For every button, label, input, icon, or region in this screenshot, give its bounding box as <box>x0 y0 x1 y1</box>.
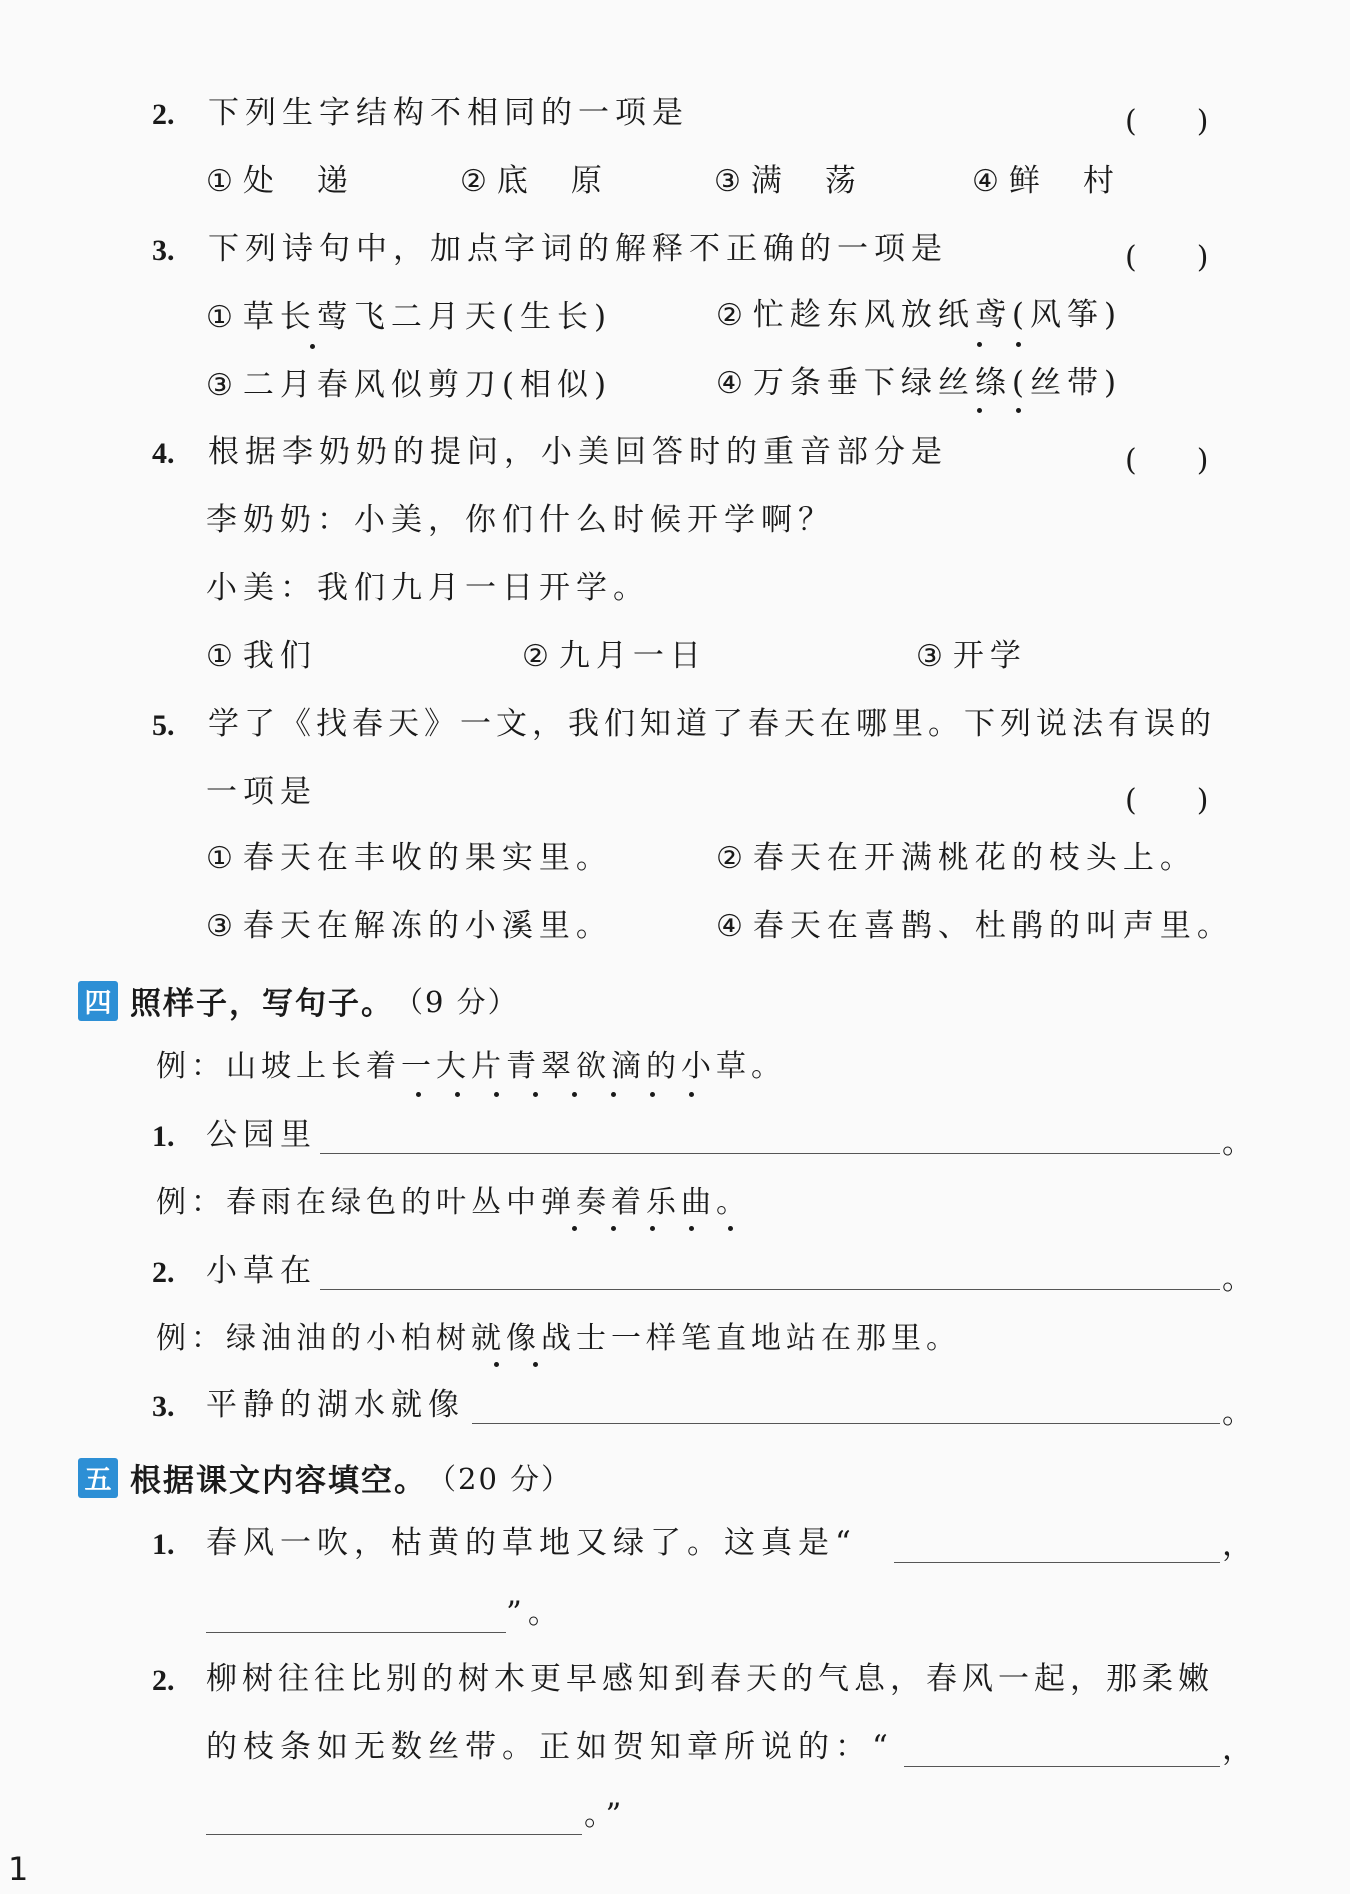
q4-option-2: ② 九月一日 <box>522 638 707 674</box>
emphasis-dot <box>650 1226 655 1231</box>
q3-answer-paren[interactable]: ( ) <box>1125 240 1209 275</box>
q5-option-1: ① 春天在丰收的果实里。 <box>206 840 613 876</box>
q4-stem: 根据李奶奶的提问，小美回答时的重音部分是 <box>208 434 948 470</box>
s5-item2-line1: 柳树往往比别的树木更早感知到春天的气息，春风一起，那柔嫩 <box>206 1661 1214 1697</box>
emphasis-dot <box>533 1092 538 1097</box>
emphasis-dot <box>689 1092 694 1097</box>
q2-option-2: ② 底 原 <box>460 163 608 199</box>
s4-item3-number: 3. <box>152 1390 175 1423</box>
q4-answer-paren[interactable]: ( ) <box>1125 443 1209 478</box>
circled-2: ② <box>460 164 487 199</box>
q5-option-3: ③ 春天在解冻的小溪里。 <box>206 908 613 944</box>
emphasis-dot <box>494 1092 499 1097</box>
q4-number: 4. <box>152 437 175 470</box>
s4-item1-prompt: 公园里 <box>206 1117 317 1153</box>
q2-stem: 下列生字结构不相同的一项是 <box>208 95 689 131</box>
section-badge: 五 <box>78 1458 118 1498</box>
q3-number: 3. <box>152 234 175 267</box>
q5-answer-paren[interactable]: ( ) <box>1125 783 1209 818</box>
q2-option-4: ④ 鲜 村 <box>972 163 1120 199</box>
q2-answer-paren[interactable]: ( ) <box>1125 104 1209 139</box>
s4-item1-answer-line[interactable] <box>320 1153 1220 1154</box>
q3-option-3: ③ 二月春风似剪刀(相似) <box>206 367 613 403</box>
q4-option-1: ① 我们 <box>206 638 317 674</box>
q2-option-3: ③ 满 荡 <box>714 163 862 199</box>
page-number: 1 <box>8 1850 29 1888</box>
example-3: 例：绿油油的小柏树就像战士一样笔直地站在那里。 <box>156 1321 961 1356</box>
circled-1: ① <box>206 164 233 199</box>
s5-item2-line2: 的枝条如无数丝带。正如贺知章所说的：“ <box>206 1729 894 1765</box>
section-score: （9 分） <box>394 985 519 1019</box>
s4-item3-answer-line[interactable] <box>472 1423 1220 1424</box>
close-quote: ”。 <box>506 1595 565 1631</box>
section-badge: 四 <box>78 981 118 1021</box>
emphasis-dot <box>728 1226 733 1231</box>
emphasis-dot <box>455 1092 460 1097</box>
emphasis-dot <box>310 344 315 349</box>
comma: ， <box>1222 1731 1259 1767</box>
q5-option-4: ④ 春天在喜鹊、杜鹃的叫声里。 <box>716 908 1234 944</box>
emphasis-dot <box>1016 408 1021 413</box>
s5-item1-blank-2[interactable] <box>206 1632 506 1633</box>
q4-dialogue-answer: 小美：我们九月一日开学。 <box>206 570 650 606</box>
q2-number: 2. <box>152 98 175 131</box>
emphasis-dot <box>416 1092 421 1097</box>
s4-item3-prompt: 平静的湖水就像 <box>206 1387 465 1423</box>
comma: ， <box>1222 1527 1259 1563</box>
q5-option-2: ② 春天在开满桃花的枝头上。 <box>716 840 1197 876</box>
emphasis-dot <box>572 1226 577 1231</box>
q5-stem-line1: 学了《找春天》一文，我们知道了春天在哪里。下列说法有误的 <box>208 706 1216 742</box>
s5-item2-number: 2. <box>152 1664 175 1697</box>
s5-item2-blank-2[interactable] <box>206 1834 582 1835</box>
emphasis-dot <box>611 1226 616 1231</box>
section-5-heading <box>78 1455 572 1500</box>
s5-item1-number: 1. <box>152 1528 175 1561</box>
section-title: 根据课文内容填空。 <box>130 1463 427 1499</box>
q5-number: 5. <box>152 709 175 742</box>
emphasis-dot <box>977 408 982 413</box>
circled-3: ③ <box>714 164 741 199</box>
q5-stem-line2: 一项是 <box>206 774 317 810</box>
emphasis-dot <box>689 1226 694 1231</box>
emphasis-dot <box>494 1362 499 1367</box>
circled-4: ④ <box>972 164 999 199</box>
emphasis-dot <box>533 1362 538 1367</box>
s4-item2-answer-line[interactable] <box>320 1289 1220 1290</box>
q2-option-1: ① 处 递 <box>206 163 354 199</box>
s4-item2-prompt: 小草在 <box>206 1253 317 1289</box>
q3-option-4: ④ 万条垂下绿丝绦(丝带) <box>716 365 1123 401</box>
s4-item1-number: 1. <box>152 1120 175 1153</box>
q3-option-1: ① 草长莺飞二月天(生长) <box>206 299 613 335</box>
emphasis-dot <box>650 1092 655 1097</box>
period: 。 <box>1222 1125 1259 1161</box>
s4-item2-number: 2. <box>152 1256 175 1289</box>
q4-dialogue-question: 李奶奶：小美，你们什么时候开学啊？ <box>206 502 835 538</box>
period: 。 <box>1222 1395 1259 1431</box>
close-quote: 。” <box>584 1797 628 1833</box>
s5-item1-text: 春风一吹，枯黄的草地又绿了。这真是“ <box>206 1525 857 1561</box>
emphasis-dot <box>1016 342 1021 347</box>
emphasis-dot <box>611 1092 616 1097</box>
period: 。 <box>1222 1261 1259 1297</box>
q4-option-3: ③ 开学 <box>916 638 1027 674</box>
section-score: （20 分） <box>427 1462 573 1496</box>
s5-item2-blank-1[interactable] <box>904 1766 1220 1767</box>
q3-option-2: ② 忙趁东风放纸鸢(风筝) <box>716 297 1123 333</box>
s5-item1-blank-1[interactable] <box>894 1562 1220 1563</box>
q3-stem: 下列诗句中，加点字词的解释不正确的一项是 <box>208 231 948 267</box>
emphasis-dot <box>977 342 982 347</box>
section-4-heading <box>78 978 519 1023</box>
example-1: 例：山坡上长着一大片青翠欲滴的小草。 <box>156 1049 786 1084</box>
section-title: 照样子，写句子。 <box>130 986 394 1022</box>
example-2: 例：春雨在绿色的叶丛中弹奏着乐曲。 <box>156 1185 751 1220</box>
emphasis-dot <box>572 1092 577 1097</box>
